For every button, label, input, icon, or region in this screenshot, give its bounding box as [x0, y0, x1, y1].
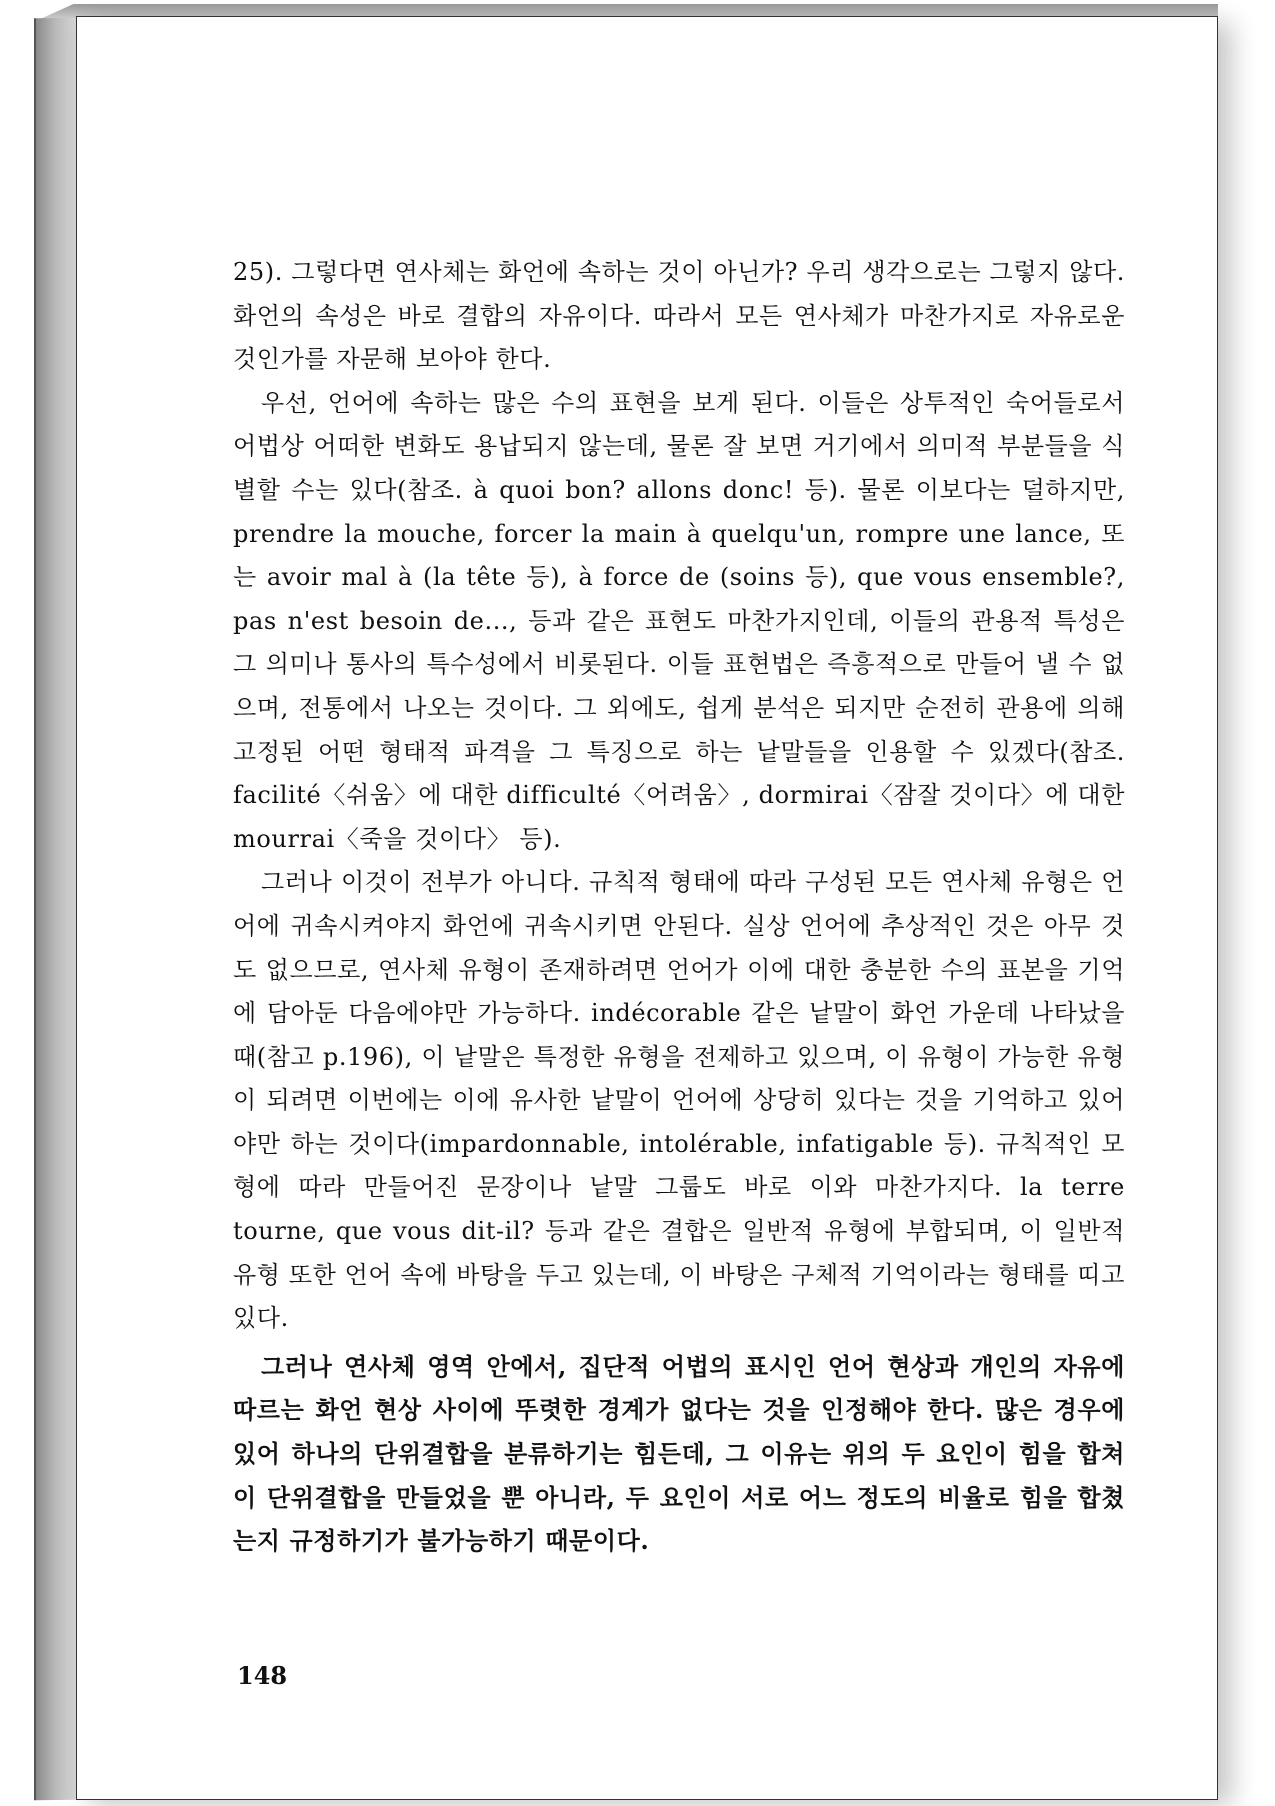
book-page — [76, 16, 1218, 1800]
paragraph-3: 그러나 이것이 전부가 아니다. 규칙적 형태에 따라 구성된 모든 연사체 유형은 언어에 귀속시켜야지 화언에 귀속시키면 안된다. 실상 언어에 추상적인 것은 아무 것도 없으므로, 연사체 유형이 존재하려면 언어가 이에 대한 충분한 수의 표본을 기억에 담아둔 다음에야만 가능하다. indécorable 같은 낱말이 화언 가운데 나타났을 때(참고 p.196), 이 낱말은 특정한 유형을 전제하고 있으며, 이 유형이 가능한 유형이 되려면 이번에는 이에 유사한 낱말이 언어에 상당히 있다는 것을 기억하고 있어야만 하는 것이다(impardonnable, intolérable, infatigable 등). 규칙적인 모형에 따라 만들어진 문장이나 낱말 그룹도 바로 이와 마찬가지다. la terre tourne, que vous dit-il? 등과 같은 결합은 일반적 유형에 부합되며, 이 일반적 유형 또한 언어 속에 바탕을 두고 있는데, 이 바탕은 구체적 기억이라는 형태를 띠고 있다. — [233, 868, 1125, 1333]
book-spine — [34, 18, 78, 1800]
page-number: 148 — [237, 1661, 288, 1690]
paragraph-4: 그러나 연사체 영역 안에서, 집단적 어법의 표시인 언어 현상과 개인의 자유에 따르는 화언 현상 사이에 뚜렷한 경계가 없다는 것을 인정해야 한다. 많은 경우에 있어 하나의 단위결합을 분류하기는 힘든데, 그 이유는 위의 두 요인이 힘을 합쳐 이 단위결합을 만들었을 뿐 아니라, 두 요인이 서로 어느 정도의 비율로 힘을 합쳤는지 규정하기가 불가능하기 때문이다. — [233, 1351, 1125, 1556]
page-body — [233, 251, 1125, 1563]
paragraph-1: 25). 그렇다면 연사체는 화언에 속하는 것이 아닌가? 우리 생각으로는 그렇지 않다. 화언의 속성은 바로 결합의 자유이다. 따라서 모든 연사체가 마찬가지로 자유로운 것인가를 자문해 보아야 한다. — [233, 258, 1125, 374]
book — [34, 4, 1262, 1802]
paragraph-2: 우선, 언어에 속하는 많은 수의 표현을 보게 된다. 이들은 상투적인 숙어들로서 어법상 어떠한 변화도 용납되지 않는데, 물론 잘 보면 거기에서 의미적 부분들을 식별할 수는 있다(참조. à quoi bon? allons donc! 등). 물론 이보다는 덜하지만, prendre la mouche, forcer la main à quelqu'un, rompre une lance, 또는 avoir mal à (la tête 등), à force de (soins 등), que vous ensemble?, pas n'est besoin de..., 등과 같은 표현도 마찬가지인데, 이들의 관용적 특성은 그 의미나 통사의 특수성에서 비롯된다. 이들 표현법은 즉흥적으로 만들어 낼 수 없으며, 전통에서 나오는 것이다. 그 외에도, 쉽게 분석은 되지만 순전히 관용에 의해 고정된 어떤 형태적 파격을 그 특징으로 하는 낱말들을 인용할 수 있겠다(참조. facilité〈쉬움〉에 대한 difficulté〈어려움〉, dormirai〈잠잘 것이다〉에 대한 mourrai〈죽을 것이다〉 등). — [233, 388, 1125, 853]
